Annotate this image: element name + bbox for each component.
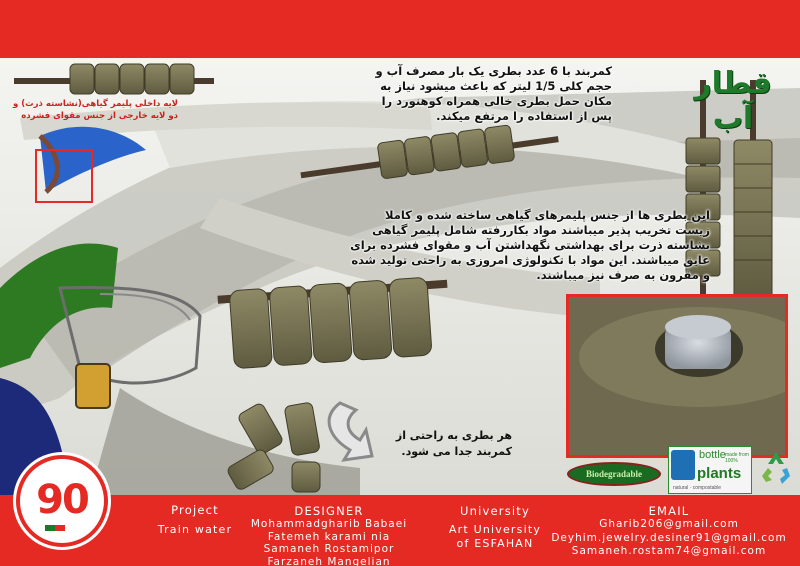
university-line: Art University xyxy=(448,523,542,536)
email-heading: EMAIL xyxy=(648,504,690,518)
designer-name: Samaneh Rostamipor xyxy=(263,543,395,556)
footer-project xyxy=(150,503,240,537)
badge-made-text: made from 100% xyxy=(725,452,749,464)
email-link[interactable]: Gharib206@gmail.com xyxy=(599,518,739,530)
number-badge xyxy=(16,455,108,547)
email-link[interactable]: Samaneh.rostam74@gmail.com xyxy=(571,545,767,558)
footer-designer xyxy=(248,504,410,566)
recycle-icon xyxy=(756,448,796,488)
designer-name: Farzaneh Mangelian xyxy=(267,555,391,566)
biodegradable-badge: Biodegradable xyxy=(567,462,661,486)
top-red-band xyxy=(0,0,800,58)
badge-tagline: natural · compostable xyxy=(673,485,722,491)
bottle-plants-badge xyxy=(668,446,752,494)
project-name: Train water xyxy=(157,523,233,536)
university-line: of ESFAHAN xyxy=(456,536,534,550)
title-heading: قطار آب xyxy=(694,66,772,136)
cap-detail-view xyxy=(566,294,788,458)
footer-university xyxy=(438,504,552,551)
flag-icon-red xyxy=(55,525,65,531)
layer-annotation: لایه داخلی پلیمر گیاهی(نشاسته ذرت) و دو لایه خارجی از جنس مقوای فشرده xyxy=(12,99,178,122)
designer-name: Mohammadgharib Babaei xyxy=(250,518,408,530)
description-top: کمربند با 6 عدد بطری یک بار مصرف آب و حجم کلی 1/5 لیتر که باعث میشود نیاز به مکان حمل بطری خالی همراه کوهنورد را پس از استفاده را مرتفع میکند. xyxy=(375,64,612,123)
detach-annotation: هر بطری به راحتی از کمربند جدا می شود. xyxy=(395,429,512,458)
cap-closeup-render xyxy=(569,297,785,455)
badge-bottle-text: bottle xyxy=(699,449,726,461)
project-heading: Project xyxy=(171,503,219,517)
designer-heading: DESIGNER xyxy=(294,504,364,518)
plant-logo-icon xyxy=(671,450,695,480)
badge-number: 90 xyxy=(36,477,88,523)
badge-plants-text: plants xyxy=(697,465,742,482)
university-heading: University xyxy=(459,504,530,518)
flag-icon xyxy=(45,525,55,531)
email-link[interactable]: Deyhim.jewelry.desiner91@gmail.com xyxy=(551,531,787,544)
footer-email xyxy=(548,504,790,559)
description-middle: این بطری ها از جنس پلیمرهای گیاهی ساخته شده و کاملا زیست تخریب پذیر میباشند مواد بکاررفته شامل پلیمر گیاهی نشاسته ذرت برای بهداشتی نگهداشتن آب و مقوای فشرده برای عایق میباشند. این مواد با تکنولوژی امروزی به راحتی تولید شده و مقرون به صرف نیز میباشند. xyxy=(350,208,710,282)
designer-name: Fatemeh karami nia xyxy=(267,530,391,543)
